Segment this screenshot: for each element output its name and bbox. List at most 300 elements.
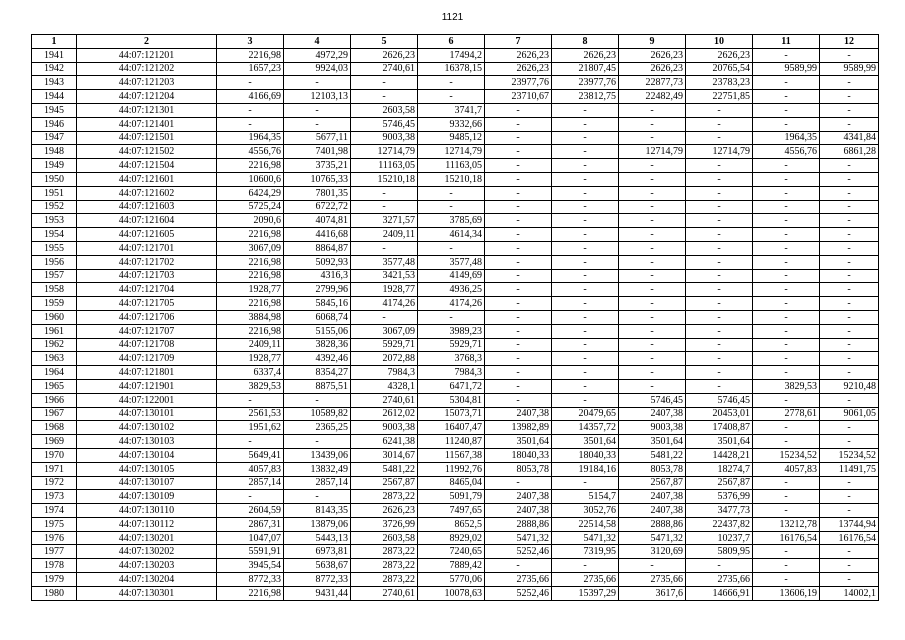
value-cell: 5649,41	[217, 448, 284, 462]
value-cell: 2626,23	[619, 48, 686, 62]
value-cell: 1964,35	[217, 131, 284, 145]
column-header: 2	[77, 35, 217, 49]
value-cell: 18040,33	[552, 448, 619, 462]
value-cell: -	[820, 297, 879, 311]
cadastral-number-cell: 44:07:121705	[77, 297, 217, 311]
value-cell: -	[284, 435, 351, 449]
value-cell: 15210,18	[351, 172, 418, 186]
value-cell: 7497,65	[418, 504, 485, 518]
value-cell: 1928,77	[217, 352, 284, 366]
value-cell: -	[619, 241, 686, 255]
value-cell: -	[753, 297, 820, 311]
column-header: 8	[552, 35, 619, 49]
value-cell: 2407,38	[619, 407, 686, 421]
row-number-cell: 1965	[32, 379, 77, 393]
value-cell: -	[619, 186, 686, 200]
cadastral-number-cell: 44:07:130301	[77, 586, 217, 600]
value-cell: 15397,29	[552, 586, 619, 600]
value-cell: 2735,66	[552, 573, 619, 587]
value-cell: -	[552, 159, 619, 173]
value-cell: -	[619, 103, 686, 117]
table-row	[32, 255, 879, 269]
value-cell: 21807,45	[552, 62, 619, 76]
value-cell: 3067,09	[217, 241, 284, 255]
value-cell: 9061,05	[820, 407, 879, 421]
value-cell: -	[753, 435, 820, 449]
value-cell: -	[485, 145, 552, 159]
value-cell: 9210,48	[820, 379, 879, 393]
table-row	[32, 545, 879, 559]
value-cell: 20479,65	[552, 407, 619, 421]
value-cell: -	[820, 435, 879, 449]
value-cell: -	[820, 393, 879, 407]
value-cell: -	[619, 338, 686, 352]
value-cell: 2216,98	[217, 324, 284, 338]
table-row	[32, 200, 879, 214]
row-number-cell: 1960	[32, 310, 77, 324]
value-cell: -	[753, 48, 820, 62]
value-cell: -	[820, 324, 879, 338]
value-cell: -	[686, 255, 753, 269]
value-cell: -	[552, 228, 619, 242]
value-cell: -	[820, 255, 879, 269]
cadastral-number-cell: 44:07:130204	[77, 573, 217, 587]
value-cell: -	[820, 214, 879, 228]
value-cell: 4316,3	[284, 269, 351, 283]
value-cell: 2216,98	[217, 159, 284, 173]
cadastral-number-cell: 44:07:121301	[77, 103, 217, 117]
value-cell: -	[485, 241, 552, 255]
value-cell: 22877,73	[619, 76, 686, 90]
value-cell: -	[418, 76, 485, 90]
value-cell: 5725,24	[217, 200, 284, 214]
cadastral-number-cell: 44:07:121801	[77, 366, 217, 380]
cadastral-number-cell: 44:07:121203	[77, 76, 217, 90]
row-number-cell: 1972	[32, 476, 77, 490]
value-cell: 12103,13	[284, 90, 351, 104]
row-number-cell: 1966	[32, 393, 77, 407]
value-cell: -	[351, 241, 418, 255]
value-cell: -	[217, 393, 284, 407]
row-number-cell: 1958	[32, 283, 77, 297]
value-cell: -	[418, 90, 485, 104]
cadastral-number-cell: 44:07:121701	[77, 241, 217, 255]
cadastral-number-cell: 44:07:121604	[77, 214, 217, 228]
value-cell: 14357,72	[552, 421, 619, 435]
value-cell: -	[753, 421, 820, 435]
value-cell: 4328,1	[351, 379, 418, 393]
value-cell: -	[351, 90, 418, 104]
table-row	[32, 131, 879, 145]
value-cell: 2216,98	[217, 255, 284, 269]
row-number-cell: 1959	[32, 297, 77, 311]
value-cell: 5471,32	[552, 531, 619, 545]
value-cell: 22751,85	[686, 90, 753, 104]
value-cell: -	[753, 186, 820, 200]
value-cell: -	[619, 366, 686, 380]
value-cell: 4341,84	[820, 131, 879, 145]
value-cell: 9003,38	[351, 421, 418, 435]
value-cell: 3501,64	[619, 435, 686, 449]
value-cell: 12714,79	[351, 145, 418, 159]
value-cell: 15073,71	[418, 407, 485, 421]
value-cell: 9332,66	[418, 117, 485, 131]
table-row	[32, 103, 879, 117]
value-cell: 1928,77	[351, 283, 418, 297]
value-cell: 2603,58	[351, 103, 418, 117]
value-cell: 3768,3	[418, 352, 485, 366]
value-cell: 7240,65	[418, 545, 485, 559]
value-cell: -	[686, 324, 753, 338]
value-cell: -	[552, 393, 619, 407]
value-cell: -	[619, 228, 686, 242]
value-cell: 17494,2	[418, 48, 485, 62]
value-cell: 2873,22	[351, 559, 418, 573]
table-row	[32, 269, 879, 283]
value-cell: 10765,33	[284, 172, 351, 186]
value-cell: -	[753, 76, 820, 90]
value-cell: 6068,74	[284, 310, 351, 324]
value-cell: -	[753, 352, 820, 366]
row-number-cell: 1962	[32, 338, 77, 352]
value-cell: -	[619, 559, 686, 573]
cadastral-number-cell: 44:07:130109	[77, 490, 217, 504]
cadastral-number-cell: 44:07:121704	[77, 283, 217, 297]
table-row	[32, 573, 879, 587]
value-cell: 5481,22	[351, 462, 418, 476]
value-cell: 3120,69	[619, 545, 686, 559]
value-cell: 8465,04	[418, 476, 485, 490]
value-cell: -	[485, 228, 552, 242]
cadastral-number-cell: 44:07:121202	[77, 62, 217, 76]
table-row	[32, 241, 879, 255]
value-cell: 2873,22	[351, 545, 418, 559]
value-cell: 2740,61	[351, 62, 418, 76]
value-cell: 2216,98	[217, 48, 284, 62]
value-cell: 13982,89	[485, 421, 552, 435]
value-cell: 7984,3	[418, 366, 485, 380]
value-cell: -	[485, 172, 552, 186]
row-number-cell: 1951	[32, 186, 77, 200]
value-cell: -	[753, 545, 820, 559]
row-number-cell: 1969	[32, 435, 77, 449]
value-cell: 4392,46	[284, 352, 351, 366]
value-cell: 2888,86	[485, 517, 552, 531]
value-cell: -	[485, 310, 552, 324]
value-cell: 4174,26	[351, 297, 418, 311]
value-cell: 3501,64	[686, 435, 753, 449]
value-cell: -	[552, 283, 619, 297]
value-cell: 3828,36	[284, 338, 351, 352]
value-cell: -	[686, 103, 753, 117]
value-cell: 8929,02	[418, 531, 485, 545]
value-cell: -	[753, 214, 820, 228]
cadastral-number-cell: 44:07:130102	[77, 421, 217, 435]
value-cell: 16378,15	[418, 62, 485, 76]
value-cell: -	[552, 297, 619, 311]
row-number-cell: 1952	[32, 200, 77, 214]
value-cell: -	[820, 573, 879, 587]
value-cell: -	[820, 490, 879, 504]
value-cell: -	[753, 324, 820, 338]
value-cell: -	[753, 172, 820, 186]
value-cell: -	[753, 255, 820, 269]
value-cell: 23812,75	[552, 90, 619, 104]
value-cell: 2873,22	[351, 573, 418, 587]
value-cell: -	[284, 76, 351, 90]
value-cell: 5481,22	[619, 448, 686, 462]
table-body	[32, 48, 879, 600]
table-row	[32, 435, 879, 449]
value-cell: -	[485, 559, 552, 573]
value-cell: 3577,48	[351, 255, 418, 269]
value-cell: -	[820, 200, 879, 214]
value-cell: -	[753, 283, 820, 297]
value-cell: 6861,28	[820, 145, 879, 159]
value-cell: 2407,38	[619, 504, 686, 518]
value-cell: 2857,14	[217, 476, 284, 490]
table-row	[32, 172, 879, 186]
value-cell: -	[820, 476, 879, 490]
value-cell: 9924,03	[284, 62, 351, 76]
value-cell: -	[485, 200, 552, 214]
row-number-cell: 1956	[32, 255, 77, 269]
value-cell: -	[753, 310, 820, 324]
row-number-cell: 1944	[32, 90, 77, 104]
value-cell: 5809,95	[686, 545, 753, 559]
table-row	[32, 490, 879, 504]
value-cell: 5770,06	[418, 573, 485, 587]
row-number-cell: 1941	[32, 48, 77, 62]
value-cell: -	[686, 310, 753, 324]
row-number-cell: 1977	[32, 545, 77, 559]
value-cell: 5471,32	[485, 531, 552, 545]
value-cell: 4166,69	[217, 90, 284, 104]
row-number-cell: 1971	[32, 462, 77, 476]
value-cell: 3785,69	[418, 214, 485, 228]
value-cell: 2626,23	[351, 504, 418, 518]
value-cell: 5929,71	[351, 338, 418, 352]
value-cell: 9003,38	[351, 131, 418, 145]
value-cell: 16176,54	[820, 531, 879, 545]
value-cell: -	[619, 310, 686, 324]
value-cell: -	[820, 103, 879, 117]
value-cell: -	[485, 393, 552, 407]
cadastral-number-cell: 44:07:121401	[77, 117, 217, 131]
table-row	[32, 531, 879, 545]
value-cell: 2409,11	[217, 338, 284, 352]
value-cell: 2735,66	[619, 573, 686, 587]
row-number-cell: 1950	[32, 172, 77, 186]
value-cell: -	[485, 297, 552, 311]
table-row	[32, 476, 879, 490]
value-cell: 10078,63	[418, 586, 485, 600]
table-row	[32, 283, 879, 297]
cadastral-number-cell: 44:07:121501	[77, 131, 217, 145]
value-cell: -	[418, 310, 485, 324]
value-cell: 3829,53	[753, 379, 820, 393]
value-cell: 2626,23	[351, 48, 418, 62]
value-cell: -	[820, 228, 879, 242]
value-cell: -	[820, 545, 879, 559]
value-cell: 22514,58	[552, 517, 619, 531]
value-cell: -	[686, 297, 753, 311]
value-cell: -	[485, 269, 552, 283]
value-cell: 23977,76	[552, 76, 619, 90]
value-cell: 8053,78	[485, 462, 552, 476]
value-cell: -	[485, 352, 552, 366]
table-row	[32, 517, 879, 531]
row-number-cell: 1979	[32, 573, 77, 587]
table-row	[32, 297, 879, 311]
value-cell: 15234,52	[753, 448, 820, 462]
value-cell: 23783,23	[686, 76, 753, 90]
column-header: 5	[351, 35, 418, 49]
value-cell: 4936,25	[418, 283, 485, 297]
value-cell: 5746,45	[619, 393, 686, 407]
value-cell: 7889,42	[418, 559, 485, 573]
value-cell: -	[485, 283, 552, 297]
value-cell: 3735,21	[284, 159, 351, 173]
value-cell: -	[351, 310, 418, 324]
value-cell: 6973,81	[284, 545, 351, 559]
value-cell: -	[686, 366, 753, 380]
row-number-cell: 1955	[32, 241, 77, 255]
value-cell: -	[284, 103, 351, 117]
value-cell: 3989,23	[418, 324, 485, 338]
cadastral-number-cell: 44:07:121901	[77, 379, 217, 393]
value-cell: 11163,05	[418, 159, 485, 173]
value-cell: 7801,35	[284, 186, 351, 200]
value-cell: -	[485, 366, 552, 380]
value-cell: 2567,87	[619, 476, 686, 490]
cadastral-number-cell: 44:07:121601	[77, 172, 217, 186]
value-cell: 9431,44	[284, 586, 351, 600]
value-cell: -	[753, 241, 820, 255]
value-cell: -	[485, 379, 552, 393]
cadastral-number-cell: 44:07:121504	[77, 159, 217, 173]
value-cell: -	[552, 379, 619, 393]
value-cell: -	[753, 103, 820, 117]
value-cell: 11240,87	[418, 435, 485, 449]
value-cell: -	[686, 379, 753, 393]
value-cell: 8875,51	[284, 379, 351, 393]
value-cell: 2735,66	[485, 573, 552, 587]
value-cell: -	[284, 490, 351, 504]
value-cell: 2567,87	[686, 476, 753, 490]
value-cell: 1657,23	[217, 62, 284, 76]
value-cell: 9589,99	[820, 62, 879, 76]
value-cell: -	[619, 269, 686, 283]
value-cell: -	[820, 48, 879, 62]
value-cell: -	[686, 228, 753, 242]
value-cell: -	[552, 559, 619, 573]
table-row	[32, 145, 879, 159]
cadastral-number-cell: 44:07:130101	[77, 407, 217, 421]
value-cell: 5746,45	[686, 393, 753, 407]
value-cell: 4556,76	[217, 145, 284, 159]
value-cell: -	[619, 214, 686, 228]
value-cell: 2612,02	[351, 407, 418, 421]
value-cell: 6722,72	[284, 200, 351, 214]
value-cell: 13439,06	[284, 448, 351, 462]
row-number-cell: 1954	[32, 228, 77, 242]
value-cell: 5092,93	[284, 255, 351, 269]
value-cell: 5376,99	[686, 490, 753, 504]
value-cell: 2888,86	[619, 517, 686, 531]
value-cell: -	[485, 117, 552, 131]
value-cell: 18274,7	[686, 462, 753, 476]
value-cell: -	[351, 76, 418, 90]
data-table	[31, 34, 879, 601]
table-row	[32, 366, 879, 380]
value-cell: 2407,38	[485, 490, 552, 504]
value-cell: -	[753, 200, 820, 214]
value-cell: 9003,38	[619, 421, 686, 435]
value-cell: 14002,1	[820, 586, 879, 600]
value-cell: 7984,3	[351, 366, 418, 380]
value-cell: 14666,91	[686, 586, 753, 600]
value-cell: 10600,6	[217, 172, 284, 186]
value-cell: -	[619, 352, 686, 366]
value-cell: 3271,57	[351, 214, 418, 228]
value-cell: -	[820, 269, 879, 283]
value-cell: -	[820, 117, 879, 131]
value-cell: 4972,29	[284, 48, 351, 62]
value-cell: 2799,96	[284, 283, 351, 297]
value-cell: 8652,5	[418, 517, 485, 531]
value-cell: -	[686, 214, 753, 228]
value-cell: 2216,98	[217, 269, 284, 283]
value-cell: 2778,61	[753, 407, 820, 421]
value-cell: -	[552, 352, 619, 366]
value-cell: -	[820, 338, 879, 352]
value-cell: 4074,81	[284, 214, 351, 228]
value-cell: 5845,16	[284, 297, 351, 311]
table-row	[32, 62, 879, 76]
table-row	[32, 117, 879, 131]
value-cell: -	[485, 214, 552, 228]
value-cell: 4614,34	[418, 228, 485, 242]
value-cell: 2216,98	[217, 297, 284, 311]
value-cell: 6424,29	[217, 186, 284, 200]
cadastral-number-cell: 44:07:121204	[77, 90, 217, 104]
value-cell: 5929,71	[418, 338, 485, 352]
value-cell: 3617,6	[619, 586, 686, 600]
value-cell: 1951,62	[217, 421, 284, 435]
table-row	[32, 462, 879, 476]
value-cell: 18040,33	[485, 448, 552, 462]
value-cell: 6241,38	[351, 435, 418, 449]
value-cell: -	[217, 117, 284, 131]
value-cell: -	[686, 352, 753, 366]
value-cell: 3945,54	[217, 559, 284, 573]
row-number-cell: 1980	[32, 586, 77, 600]
value-cell: 12714,79	[619, 145, 686, 159]
value-cell: -	[552, 117, 619, 131]
table-row	[32, 310, 879, 324]
cadastral-number-cell: 44:07:130110	[77, 504, 217, 518]
value-cell: 5677,11	[284, 131, 351, 145]
value-cell: -	[351, 200, 418, 214]
cadastral-number-cell: 44:07:121502	[77, 145, 217, 159]
value-cell: 5746,45	[351, 117, 418, 131]
value-cell: 13212,78	[753, 517, 820, 531]
value-cell: 2626,23	[485, 48, 552, 62]
table-row	[32, 90, 879, 104]
value-cell: 5638,67	[284, 559, 351, 573]
value-cell: -	[552, 241, 619, 255]
